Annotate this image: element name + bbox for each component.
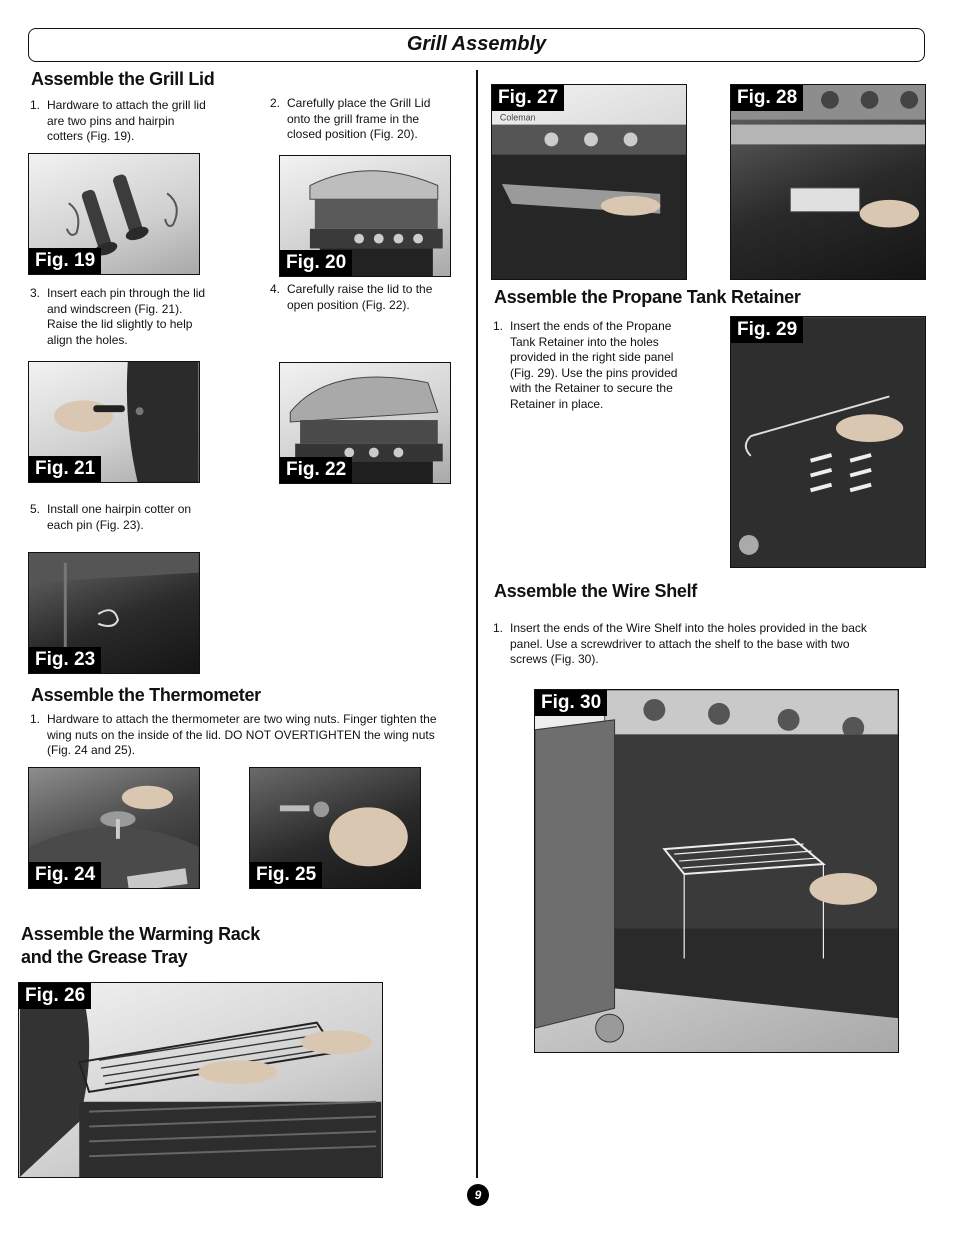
- figure-22: [279, 362, 451, 484]
- figure-27: [491, 84, 687, 280]
- step-text: Insert the ends of the Propane Tank Retainer into the holes provided in the right side panel (Fig. 29). Use the pins provided with the Retainer to secure the Retainer in place.: [510, 319, 678, 411]
- column-divider: [476, 70, 478, 1178]
- heading-grill-lid: Assemble the Grill Lid: [31, 69, 215, 89]
- step-number: 1.: [30, 98, 41, 112]
- step-text: Insert the ends of the Wire Shelf into the holes provided in the back panel. Use a screwdriver to attach the shelf to the base with two screws (Fig. 30).: [510, 621, 867, 667]
- figure-28: [730, 84, 926, 280]
- heading-propane-retainer: Assemble the Propane Tank Retainer: [494, 287, 801, 307]
- tank-retainer-illustration: [731, 317, 925, 567]
- step-lid-1: [30, 98, 210, 145]
- step-lid-4: [270, 282, 450, 313]
- figure-21: [28, 361, 200, 483]
- step-number: 2.: [270, 96, 281, 110]
- figure-20: [279, 155, 451, 277]
- step-text: Carefully place the Grill Lid onto the grill frame in the closed position (Fig. 20).: [287, 96, 431, 142]
- grease-cup-illustration: [731, 85, 925, 279]
- step-number: 5.: [30, 502, 41, 516]
- figure-label: Fig. 27: [492, 85, 564, 111]
- wire-shelf-illustration: [535, 690, 898, 1052]
- figure-25: [249, 767, 421, 889]
- page-number: 9: [467, 1184, 489, 1206]
- step-text: Insert each pin through the lid and windscreen (Fig. 21). Raise the lid slightly to help align the holes.: [47, 286, 206, 347]
- step-lid-3: [30, 286, 210, 348]
- step-number: 1.: [493, 621, 504, 635]
- heading-wire-shelf: Assemble the Wire Shelf: [494, 581, 698, 601]
- step-text: Hardware to attach the grill lid are two pins and hairpin cotters (Fig. 19).: [47, 98, 206, 144]
- heading-thermometer: Assemble the Thermometer: [31, 685, 261, 705]
- step-propane-1: [493, 319, 693, 413]
- warming-rack-illustration: [19, 983, 382, 1177]
- heading-warming-rack-line2: and the Grease Tray: [21, 947, 188, 967]
- figure-label: Fig. 28: [731, 85, 803, 111]
- figure-24: [28, 767, 200, 889]
- figure-label: Fig. 29: [731, 317, 803, 343]
- figure-label: Fig. 23: [29, 647, 101, 673]
- figure-label: Fig. 20: [280, 250, 352, 276]
- figure-30: [534, 689, 899, 1053]
- figure-label: Fig. 30: [535, 690, 607, 716]
- figure-label: Fig. 26: [19, 983, 91, 1009]
- figure-label: Fig. 21: [29, 456, 101, 482]
- step-number: 3.: [30, 286, 41, 300]
- step-number: 1.: [30, 712, 41, 726]
- figure-label: Fig. 22: [280, 457, 352, 483]
- figure-23: [28, 552, 200, 674]
- brand-logo: Coleman: [499, 112, 536, 123]
- step-lid-5: [30, 502, 220, 533]
- figure-label: Fig. 25: [250, 862, 322, 888]
- step-text: Hardware to attach the thermometer are two wing nuts. Finger tighten the wing nuts on the inside of the lid. DO NOT OVERTIGHTEN the wing nuts (Fig. 24 and 25).: [47, 712, 437, 758]
- grease-tray-slide-illustration: [492, 85, 686, 279]
- figure-19: [28, 153, 200, 275]
- step-text: Carefully raise the lid to the open position (Fig. 22).: [287, 282, 433, 312]
- heading-warming-rack-line1: Assemble the Warming Rack: [21, 924, 260, 944]
- page-title: Grill Assembly: [28, 28, 925, 62]
- figure-label: Fig. 24: [29, 862, 101, 888]
- figure-29: [730, 316, 926, 568]
- step-lid-2: [270, 96, 450, 143]
- step-thermometer-1: [30, 712, 450, 759]
- step-wire-shelf-1: [493, 621, 873, 668]
- figure-26: [18, 982, 383, 1178]
- step-number: 4.: [270, 282, 281, 296]
- figure-label: Fig. 19: [29, 248, 101, 274]
- step-number: 1.: [493, 319, 504, 333]
- step-text: Install one hairpin cotter on each pin (Fig. 23).: [47, 502, 192, 532]
